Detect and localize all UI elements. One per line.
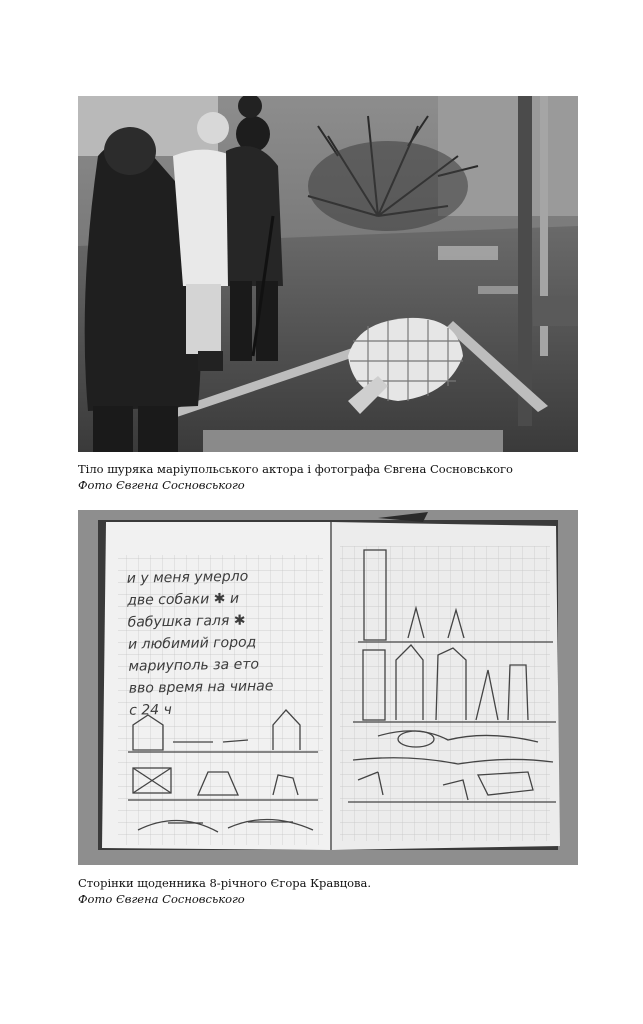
- diary-line: вво время на чинае: [128, 678, 274, 697]
- diary-line: и любимий город: [127, 634, 257, 653]
- diary-line: мариуполь за ето: [128, 656, 260, 675]
- photo-credit: Фото Євгена Сосновського: [78, 478, 245, 492]
- diary-line: бабушка галя ✱: [127, 612, 246, 631]
- diary-handwriting: [127, 564, 326, 721]
- photo-credit: Фото Євгена Сосновського: [78, 892, 245, 906]
- caption-text: Тіло шуряка маріупольського актора і фотографа Євгена Сосновського: [78, 462, 513, 476]
- diary-line: и у меня умерло: [126, 568, 249, 587]
- figure-caption: [78, 461, 598, 493]
- diary-line: две собаки ✱ и: [127, 590, 240, 609]
- figure-caption: [78, 875, 598, 907]
- photo-mourners: [78, 96, 578, 452]
- caption-text: Сторінки щоденника 8-річного Єгора Кравцова.: [78, 876, 372, 890]
- diary-line: с 24 ч: [129, 701, 172, 719]
- photo-diary-pages: [78, 510, 578, 865]
